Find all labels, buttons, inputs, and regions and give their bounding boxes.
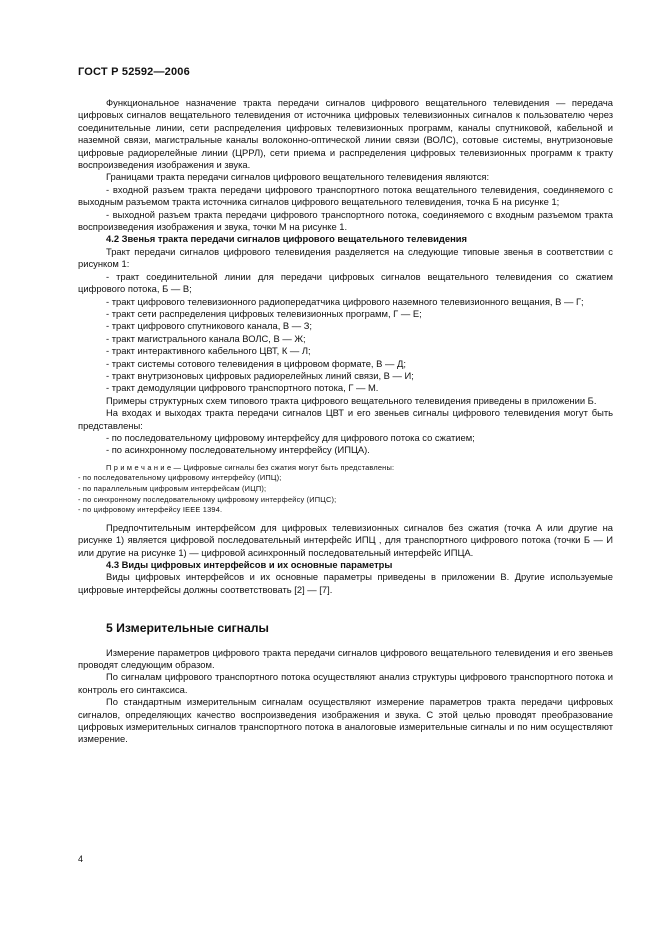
list-item: - тракт сети распределения цифровых телевизионных программ, Г — Е; [106,307,422,319]
paragraph: Виды цифровых интерфейсов и их основные параметры приведены в приложении В. Другие используемые цифровые интерфейсы должны соответствовать [2] — [7]. [78,571,613,595]
note-item: - по синхронному последовательному цифровому интерфейсу (ИПЦС); [78,494,337,504]
list-item: - тракт цифрового спутникового канала, В — З; [106,320,313,332]
section-heading-5: 5 Измерительные сигналы [106,621,269,636]
list-item: - тракт интерактивного кабельного ЦВТ, К — Л; [106,345,311,357]
note-lead: П р и м е ч а н и е — Цифровые сигналы без сжатия могут быть представлены: [106,462,395,472]
subsection-heading-4-2: 4.2 Звенья тракта передачи сигналов цифрового вещательного телевидения [106,233,467,245]
paragraph: По стандартным измерительным сигналам осуществляют измерение параметров тракта передачи цифровых сигналов, определяющих качество воспроизведения изображения и звука. С этой целью проводят преобразование цифровых измерительных сигналов транспортного потока в аналоговые измерительные сигналы и по ним осуществляют измерение. [78,696,613,745]
note-item: - по параллельным цифровым интерфейсам (ИЦП); [78,483,267,493]
list-item: - тракт демодуляции цифрового транспортного потока, Г — М. [106,382,379,394]
paragraph: - входной разъем тракта передачи цифрового транспортного потока вещательного телевидения, соединяемого с выходным разъемом тракта источника сигналов цифрового вещательного телевидения, точка Б на рисунке 1; [78,183,613,208]
note-item: - по цифровому интерфейсу IEEE 1394. [78,505,223,515]
page-number: 4 [78,854,84,864]
list-item: - тракт внутризоновых цифровых радиорелейных линий связи, В — И; [106,369,414,381]
list-item: - тракт магистрального канала ВОЛС, В — Ж; [106,332,306,344]
note-item: - по последовательному цифровому интерфейсу (ИПЦ); [78,473,282,483]
paragraph: На входах и выходах тракта передачи сигналов ЦВТ и его звеньев сигналы цифрового телевидения могут быть представлены: [78,407,613,431]
paragraph: Функциональное назначение тракта передачи сигналов цифрового вещательного телевидения — передача цифровых сигналов вещательного телевидения от источника цифровых телевизионных сигналов к пользователю через соединительные линии, сети распределения цифровых телевизионных программ, каналы спутниковой, кабельной и наземной связи, магистральные каналы волоконно-оптической линии связи (ВОЛС), сотовые системы, внутризоновые цифровые радиорелейные линии (ЦРРЛ), сети приема и распределения цифровых телевизионных программ к тракту воспроизведения изображения и звука. [78,97,613,171]
subsection-heading-4-3: 4.3 Виды цифровых интерфейсов и их основные параметры [106,558,393,570]
paragraph: Измерение параметров цифрового тракта передачи сигналов цифрового вещательного телевидения и его звеньев проводят следующим образом. [78,646,613,670]
page-header: ГОСТ Р 52592—2006 [78,66,190,78]
list-item: - тракт системы сотового телевидения в цифровом формате, В — Д; [106,357,406,369]
paragraph: Предпочтительным интерфейсом для цифровых телевизионных сигналов без сжатия (точка А или другие на рисунке 1) является цифровой последовательный интерфейс ИПЦ , для транспортного цифрового потока (точки Б — И или другие на рисунке 1) — цифровой асинхронный последовательный интерфейс ИПЦА. [78,521,613,558]
list-item: - по асинхронному последовательному интерфейсу (ИПЦА). [106,444,370,456]
paragraph: Границами тракта передачи сигналов цифрового вещательного телевидения являются: [106,171,490,183]
list-item: - по последовательному цифровому интерфейсу для цифрового потока со сжатием; [106,431,475,443]
list-item: - тракт соединительной линии для передачи цифровых сигналов вещательного телевидения со сжатием цифрового потока, Б — В; [78,270,613,295]
paragraph: Примеры структурных схем типового тракта цифрового вещательного телевидения приведены в приложении Б. [106,394,597,406]
paragraph: По сигналам цифрового транспортного потока осуществляют анализ структуры цифрового транспортного потока и контроль его синтаксиса. [78,671,613,695]
list-item: - тракт цифрового телевизионного радиопередатчика цифрового наземного телевизионного вещания, В — Г; [106,295,584,307]
paragraph: Тракт передачи сигналов цифрового телевидения разделяется на следующие типовые звенья в соответствии с рисунком 1: [78,245,613,270]
page-content [78,97,613,746]
paragraph: - выходной разъем тракта передачи цифрового транспортного потока, соединяемого с входным разъемом тракта воспроизведения изображения и звука, точки М на рисунке 1. [78,208,613,233]
